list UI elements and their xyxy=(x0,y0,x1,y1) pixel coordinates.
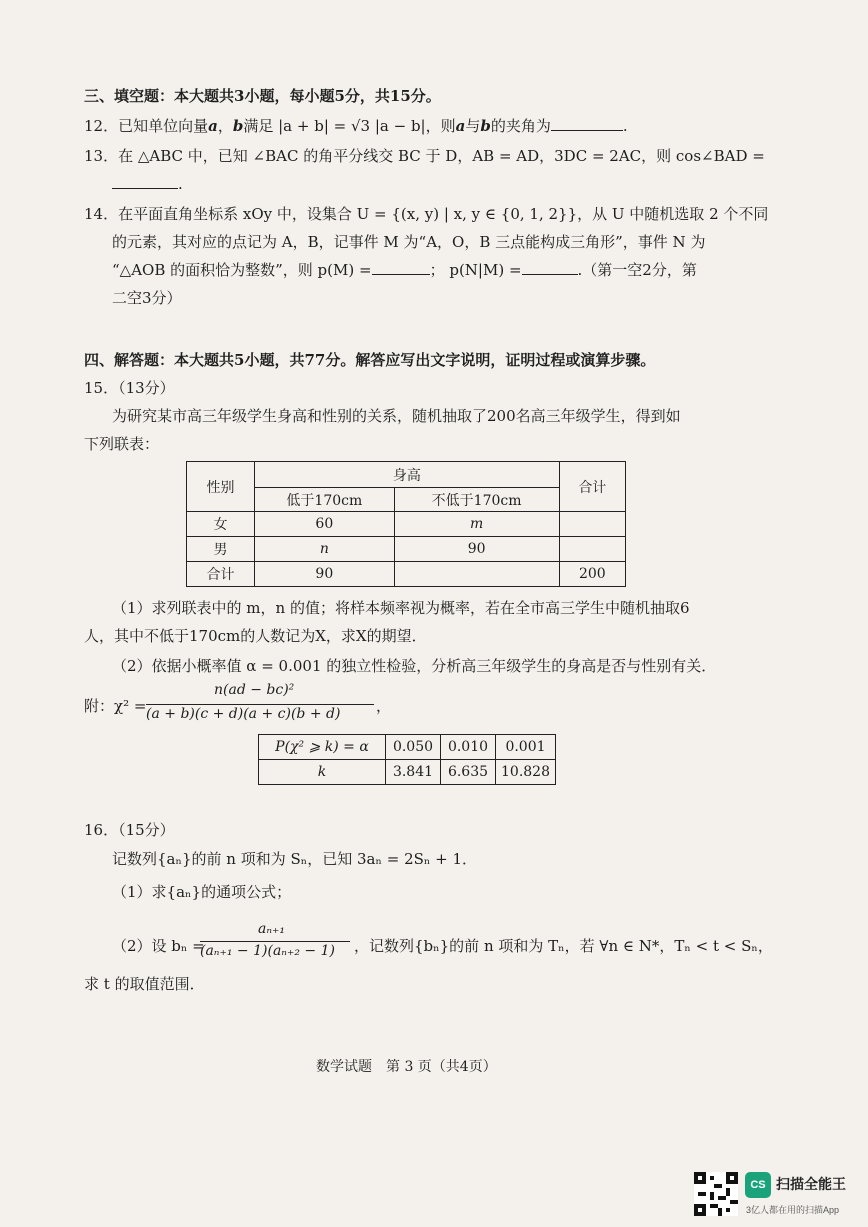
cell-total xyxy=(559,512,625,537)
header-gender: 性别 xyxy=(187,462,255,512)
camscanner-brand: 扫描全能王 xyxy=(776,1176,846,1192)
q14-blank-2[interactable] xyxy=(522,260,578,275)
q12-text-g: 与 xyxy=(465,117,481,135)
question-16-part2-a: （2）设 bₙ = xyxy=(112,937,205,955)
cell-low: 90 xyxy=(255,562,394,587)
k-value: 10.828 xyxy=(496,760,556,785)
cell-low: n xyxy=(255,537,394,562)
question-14-line3 xyxy=(112,260,697,280)
q12-vec-a2: a xyxy=(455,117,466,135)
q12-vec-b: b xyxy=(232,117,244,135)
q14-line3-a: “△AOB 的面积恰为整数”，则 p(M) = xyxy=(112,261,372,279)
header-not-below-170: 不低于170cm xyxy=(394,488,559,512)
k-value: 6.635 xyxy=(441,760,496,785)
question-14-line2: 的元素，其对应的点记为 A，B，记事件 M 为“A，O，B 三点能构成三角形”，事件 N 为 xyxy=(112,233,706,251)
cell-high xyxy=(394,562,559,587)
table-row xyxy=(187,537,626,562)
header-height: 身高 xyxy=(255,462,560,488)
cell-high: m xyxy=(394,512,559,537)
cell-high: 90 xyxy=(394,537,559,562)
q12-text-i: 的夹角为 xyxy=(490,117,551,135)
question-15-part1-line2: 人，其中不低于170cm的人数记为X，求X的期望． xyxy=(84,627,427,645)
q12-answer-blank[interactable] xyxy=(551,116,623,131)
row-label: 男 xyxy=(187,537,255,562)
header-below-170: 低于170cm xyxy=(255,488,394,512)
q12-text-e: 满足 |a + b| = √3 |a − b|，则 xyxy=(243,117,456,135)
q16-numerator: aₙ₊₁ xyxy=(258,921,286,937)
qr-code-icon xyxy=(694,1172,738,1216)
q13-answer-blank[interactable] xyxy=(112,174,178,189)
question-16-title: 16．（15分） xyxy=(84,821,175,839)
table-row xyxy=(259,760,556,785)
question-16-part2-b: ，记数列{bₙ}的前 n 项和为 Tₙ，若 ∀n ∈ N*，Tₙ < t < Sₙ， xyxy=(354,937,773,955)
cell-total: 200 xyxy=(559,562,625,587)
question-16-line1: 记数列{aₙ}的前 n 项和为 Sₙ，已知 3aₙ = 2Sₙ + 1． xyxy=(112,850,478,868)
appendix-label: 附：χ² = xyxy=(84,697,147,715)
q12-vec-a: a xyxy=(208,117,218,135)
q12-text-a: 12．已知单位向量 xyxy=(84,117,209,135)
question-15-intro-line2: 下列联表： xyxy=(84,435,160,453)
cell-total xyxy=(559,537,625,562)
question-15-intro-line1: 为研究某市高三年级学生身高和性别的关系，随机抽取了200名高三年级学生，得到如 xyxy=(112,407,681,425)
question-15-part1-line1: （1）求列联表中的 m，n 的值；将样本频率视为概率，若在全市高三学生中随机抽取6 xyxy=(112,599,690,617)
question-14-line4: 二空3分） xyxy=(112,289,182,307)
k-value: 3.841 xyxy=(386,760,441,785)
cell-low: 60 xyxy=(255,512,394,537)
question-13-line1: 13．在 △ABC 中，已知 ∠BAC 的角平分线交 BC 于 D，AB = AD，3DC = 2AC，则 cos∠BAD = xyxy=(84,147,765,165)
table-row xyxy=(187,512,626,537)
q12-text-c: ， xyxy=(217,117,233,135)
question-15-part2: （2）依据小概率值 α = 0.001 的独立性检验，分析高三年级学生的身高是否与性别有关． xyxy=(112,657,717,675)
section3-header: 三、填空题：本大题共3小题，每小题5分，共15分。 xyxy=(84,87,441,105)
table-row xyxy=(187,562,626,587)
camscanner-logo: CS xyxy=(745,1172,771,1198)
table-row xyxy=(259,735,556,760)
formula-fraction-bar xyxy=(146,704,374,705)
question-13-line2 xyxy=(112,174,183,194)
page-footer: 数学试题 第 3 页（共4页） xyxy=(316,1059,497,1075)
critical-value-table xyxy=(258,734,556,785)
header-total: 合计 xyxy=(559,462,625,512)
question-15-title: 15．（13分） xyxy=(84,379,175,397)
formula-denominator: (a + b)(c + d)(a + c)(b + d) xyxy=(146,706,341,722)
section4-header: 四、解答题：本大题共5小题，共77分。解答应写出文字说明，证明过程或演算步骤。 xyxy=(84,351,656,369)
q12-end: . xyxy=(622,117,628,135)
k-row-label: k xyxy=(259,760,386,785)
alpha-value: 0.050 xyxy=(386,735,441,760)
formula-end: ， xyxy=(376,697,392,715)
alpha-value: 0.010 xyxy=(441,735,496,760)
q16-fraction-bar xyxy=(200,941,350,942)
q14-blank-1[interactable] xyxy=(372,260,430,275)
row-label: 女 xyxy=(187,512,255,537)
camscanner-tagline: 3亿人都在用的扫描App xyxy=(746,1205,840,1215)
question-14-line1: 14．在平面直角坐标系 xOy 中，设集合 U = {(x, y) | x, y ∈ {0, 1, 2}}，从 U 中随机选取 2 个不同 xyxy=(84,205,769,223)
contingency-table xyxy=(186,461,626,587)
q12-vec-b2: b xyxy=(480,117,491,135)
question-12 xyxy=(84,116,628,136)
question-16-part1: （1）求{aₙ}的通项公式； xyxy=(112,883,292,901)
question-16-part2-c: 求 t 的取值范围． xyxy=(84,975,205,993)
alpha-value: 0.001 xyxy=(496,735,556,760)
q14-line3-c: .（第一空2分，第 xyxy=(577,261,697,279)
q16-denominator: (aₙ₊₁ − 1)(aₙ₊₂ − 1) xyxy=(200,943,335,959)
q14-line3-b: ； p(N|M) = xyxy=(429,261,522,279)
alpha-row-label: P(χ² ⩾ k) = α xyxy=(259,735,386,760)
row-label: 合计 xyxy=(187,562,255,587)
q13-end: . xyxy=(178,175,183,193)
formula-numerator: n(ad − bc)² xyxy=(214,682,295,698)
